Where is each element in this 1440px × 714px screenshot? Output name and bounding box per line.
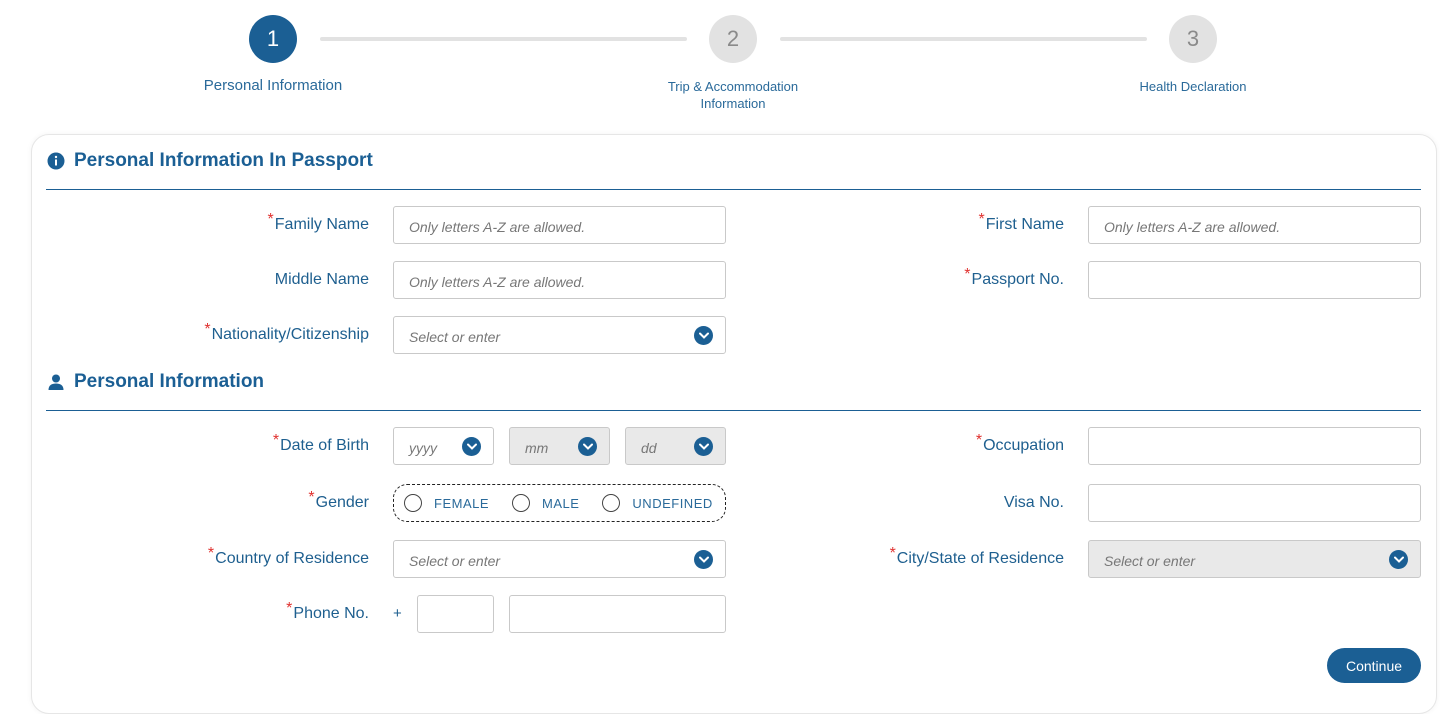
city-residence-select[interactable] xyxy=(1088,540,1421,578)
family-name-placeholder: Only letters A-Z are allowed. xyxy=(409,219,586,235)
dob-year-placeholder: yyyy xyxy=(409,440,437,456)
first-name-label xyxy=(979,206,1064,244)
step-connector-2 xyxy=(780,37,1147,41)
country-residence-label xyxy=(208,540,369,578)
chevron-down-icon[interactable] xyxy=(694,326,713,345)
continue-button[interactable]: Continue xyxy=(1327,648,1421,683)
first-name-input[interactable] xyxy=(1088,206,1421,244)
required-marker: * xyxy=(889,545,896,562)
step-3-label: Health Declaration xyxy=(1139,79,1247,94)
chevron-down-icon[interactable] xyxy=(578,437,597,456)
gender-option-female[interactable] xyxy=(404,494,489,512)
country-residence-label-text: Country of Residence xyxy=(215,550,369,567)
chevron-down-icon[interactable] xyxy=(462,437,481,456)
passport-section-title-text: Personal Information In Passport xyxy=(74,150,373,171)
gender-option-label: UNDEFINED xyxy=(632,495,713,511)
phone-label-text: Phone No. xyxy=(293,605,369,622)
visa-no-label xyxy=(1004,484,1064,522)
occupation-label-text: Occupation xyxy=(983,437,1064,454)
country-residence-select[interactable] xyxy=(393,540,726,578)
visa-no-input[interactable] xyxy=(1088,484,1421,522)
family-name-label-text: Family Name xyxy=(274,216,369,233)
city-residence-placeholder: Select or enter xyxy=(1104,553,1196,569)
middle-name-label xyxy=(275,261,369,299)
required-marker: * xyxy=(975,432,983,449)
nationality-label xyxy=(204,316,369,354)
family-name-label xyxy=(268,206,369,244)
step-1-label: Personal Information xyxy=(203,77,343,94)
middle-name-input[interactable] xyxy=(393,261,726,299)
gender-label xyxy=(308,484,369,522)
nationality-label-text: Nationality/Citizenship xyxy=(211,326,369,343)
info-icon xyxy=(46,151,66,171)
step-2-label-line2: Information xyxy=(700,96,766,111)
gender-option-label: FEMALE xyxy=(434,495,490,511)
phone-plus-prefix: + xyxy=(393,605,402,622)
first-name-label-text: First Name xyxy=(985,216,1064,233)
middle-name-label-text: Middle Name xyxy=(274,271,369,288)
progress-stepper xyxy=(0,0,1440,130)
required-marker: * xyxy=(964,266,971,283)
step-3-indicator: 3 xyxy=(1169,15,1217,63)
city-residence-label xyxy=(890,540,1064,578)
country-residence-placeholder: Select or enter xyxy=(409,553,501,569)
step-1-indicator: 1 xyxy=(249,15,297,63)
personal-section-title xyxy=(46,371,264,393)
radio-button[interactable] xyxy=(512,494,530,512)
passport-no-input[interactable] xyxy=(1088,261,1421,299)
gender-option-label: MALE xyxy=(542,495,580,511)
required-marker: * xyxy=(308,489,315,506)
step-connector-1 xyxy=(320,37,687,41)
radio-button[interactable] xyxy=(404,494,422,512)
dob-month-placeholder: mm xyxy=(525,440,549,456)
step-2-label-line1: Trip & Accommodation xyxy=(667,79,799,94)
phone-label xyxy=(286,595,369,633)
dob-label xyxy=(273,427,369,465)
first-name-placeholder: Only letters A-Z are allowed. xyxy=(1104,219,1281,235)
phone-number-input[interactable] xyxy=(509,595,726,633)
section-divider xyxy=(46,410,1421,411)
step-2-label xyxy=(668,78,798,112)
passport-no-label-text: Passport No. xyxy=(971,271,1064,288)
middle-name-placeholder: Only letters A-Z are allowed. xyxy=(409,274,586,290)
visa-no-label-text: Visa No. xyxy=(1003,494,1064,511)
gender-option-male[interactable] xyxy=(512,494,579,512)
radio-button[interactable] xyxy=(602,494,620,512)
section-divider xyxy=(46,189,1421,190)
required-marker: * xyxy=(272,432,280,449)
dob-year-select[interactable] xyxy=(393,427,494,465)
chevron-down-icon[interactable] xyxy=(694,437,713,456)
required-marker: * xyxy=(978,211,985,228)
passport-no-label xyxy=(964,261,1064,299)
phone-country-code-input[interactable] xyxy=(417,595,494,633)
required-marker: * xyxy=(207,545,215,562)
dob-month-select[interactable] xyxy=(509,427,610,465)
personal-section-title-text: Personal Information xyxy=(74,371,265,392)
city-residence-label-text: City/State of Residence xyxy=(896,550,1064,567)
required-marker: * xyxy=(267,211,274,228)
dob-day-select[interactable] xyxy=(625,427,726,465)
nationality-select[interactable] xyxy=(393,316,726,354)
step-2-indicator: 2 xyxy=(709,15,757,63)
gender-radio-group xyxy=(393,484,726,522)
dob-day-placeholder: dd xyxy=(641,440,657,456)
gender-option-undefined[interactable] xyxy=(602,494,712,512)
occupation-label xyxy=(976,427,1064,465)
nationality-placeholder: Select or enter xyxy=(409,329,501,345)
required-marker: * xyxy=(286,600,293,617)
occupation-input[interactable] xyxy=(1088,427,1421,465)
required-marker: * xyxy=(204,321,211,338)
dob-label-text: Date of Birth xyxy=(280,437,369,454)
chevron-down-icon[interactable] xyxy=(1389,550,1408,569)
chevron-down-icon[interactable] xyxy=(694,550,713,569)
person-icon xyxy=(46,372,66,392)
passport-section-title xyxy=(46,150,373,172)
gender-label-text: Gender xyxy=(315,494,369,511)
family-name-input[interactable] xyxy=(393,206,726,244)
